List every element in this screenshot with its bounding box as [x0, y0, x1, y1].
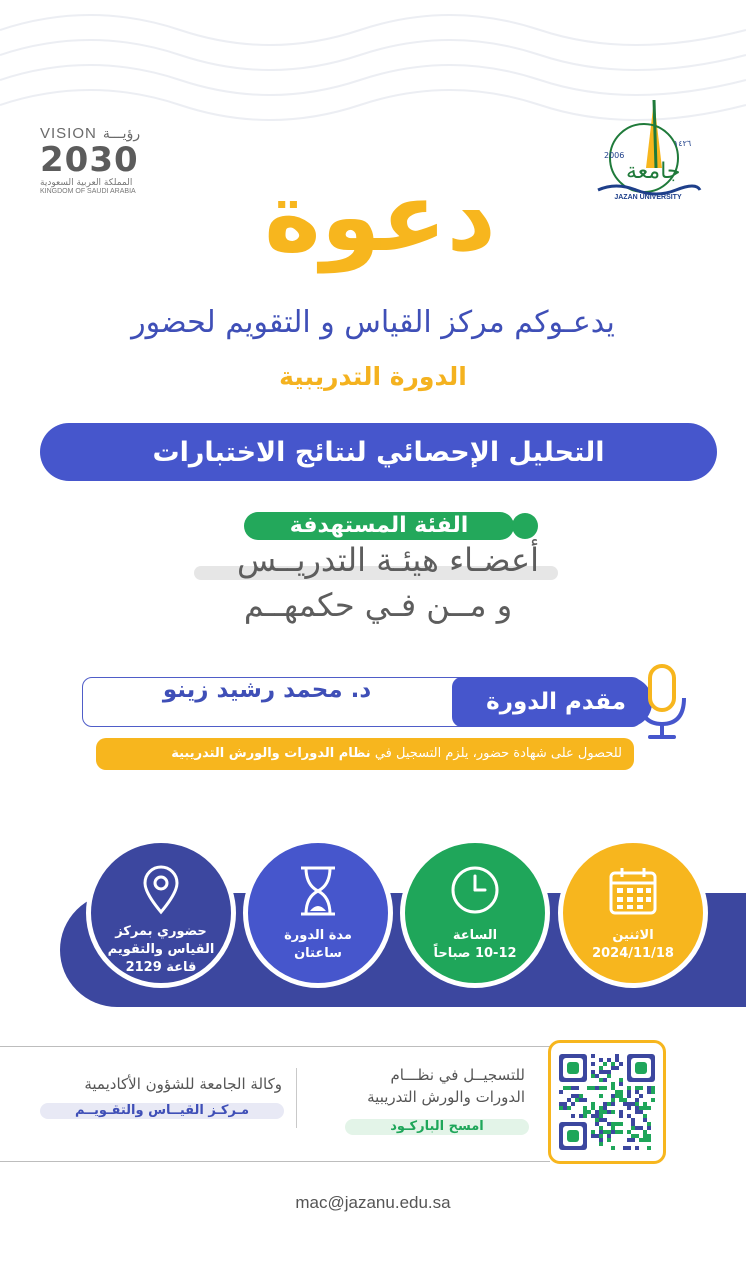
scan-barcode-label: امسح الباركـود: [345, 1119, 529, 1135]
location-pin-icon: [141, 865, 181, 915]
presenter-label: مقدم الدورة: [452, 677, 652, 727]
duration-circle: [243, 838, 393, 988]
hourglass-icon: [298, 865, 338, 917]
footer-divider-top: [0, 1046, 550, 1047]
date-circle: [558, 838, 708, 988]
course-type: الدورة التدريبية: [279, 362, 467, 391]
qr-code-icon: [559, 1054, 655, 1150]
calendar-icon: [608, 865, 658, 917]
target-audience-label: الفئة المستهدفة: [244, 512, 538, 540]
contact-email[interactable]: mac@jazanu.edu.sa: [295, 1193, 451, 1212]
agency-name: وكالة الجامعة للشؤون الأكاديمية: [84, 1075, 282, 1093]
clock-icon: [450, 865, 500, 915]
jazan-university-logo: 2006 ١٤٢٦ جامعة JAZAN UNIVERSITY: [596, 98, 700, 216]
location-line-3: قاعة 2129: [125, 960, 197, 975]
center-name: مـركـز القيــاس والتقـويــم: [40, 1103, 284, 1119]
invite-line: يدعـوكم مركز القياس و التقويم لحضور: [131, 305, 615, 340]
time-label: الساعة: [452, 928, 498, 943]
register-line-2: الدورات والورش التدريبية: [367, 1088, 525, 1106]
audience-line-1: أعضـاء هيئـة التدريــس: [237, 541, 539, 579]
time-value: 10-12 صباحاً: [433, 946, 517, 961]
svg-text:جامعة: جامعة: [626, 159, 681, 184]
vision-2030-logo: VISION رؤيـــة 2030 المملكة العربية السعودية KINGDOM OF SAUDI ARABIA: [40, 125, 160, 210]
audience-line-2: و مــن فـي حكمهــم: [243, 586, 513, 624]
date-day: الاثنين: [612, 928, 654, 943]
register-line-1: للتسجيــل في نظـــام: [390, 1066, 525, 1084]
microphone-icon: [632, 662, 692, 740]
invitation-title: [264, 120, 496, 290]
registration-qr-code[interactable]: [548, 1040, 666, 1164]
location-circle: [86, 838, 236, 988]
svg-text:١٤٢٦: ١٤٢٦: [674, 139, 692, 148]
svg-text:دعوة: دعوة: [264, 161, 496, 273]
course-name-banner: [40, 423, 717, 481]
duration-label: مدة الدورة: [284, 928, 352, 943]
location-line-2: القياس والتقويم: [107, 942, 215, 957]
course-name: التحليل الإحصائي لنتائج الاختبارات: [152, 436, 605, 468]
vision-year: 2030: [40, 140, 139, 180]
footer-divider-bottom: [0, 1161, 550, 1162]
duration-value: ساعتان: [294, 946, 342, 961]
presenter-name: د. محمد رشيد زينو: [162, 677, 372, 703]
svg-text:2006: 2006: [604, 151, 625, 160]
date-value: 2024/11/18: [592, 946, 674, 961]
bullet-dot-icon: [512, 513, 538, 539]
time-circle: [400, 838, 550, 988]
location-line-1: حضوري بمركز: [115, 924, 207, 939]
footer-vertical-divider: [296, 1068, 297, 1128]
registration-note: للحصول على شهادة حضور، يلزم التسجيل في نظام الدورات والورش التدريبية: [96, 738, 634, 770]
